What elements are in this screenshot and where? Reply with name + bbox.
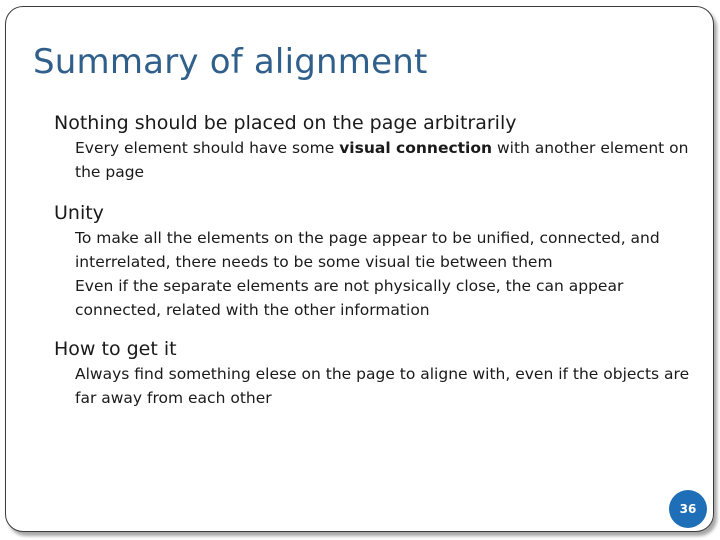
spacer — [36, 322, 696, 336]
bullet-heading: How to get it — [54, 338, 177, 360]
text-run: Every element should have some — [75, 139, 340, 157]
bullet-text: Even if the separate elements are not physically close, the can appear connected, related with the other information — [75, 277, 624, 319]
bullet-heading: Nothing should be placed on the page arbitrarily — [54, 112, 517, 134]
emphasis-text: visual connection — [339, 139, 493, 157]
bullet-level1 — [36, 200, 696, 226]
bullet-text: To make all the elements on the page appear to be unified, connected, and interrelated, there needs to be some visual tie between them — [75, 229, 660, 271]
spacer — [36, 184, 696, 200]
bullet-heading: Unity — [54, 202, 104, 224]
bullet-level1 — [36, 336, 696, 362]
bullet-text: Always find something elese on the page to aligne with, even if the objects are far away from each other — [75, 365, 690, 407]
bullet-level2 — [57, 274, 696, 322]
bullet-level2 — [57, 136, 696, 184]
bullet-level1 — [36, 110, 696, 136]
text-run: with another element on the page — [75, 139, 689, 181]
slide-title: Summary of alignment — [33, 42, 428, 82]
bullet-level2 — [57, 362, 696, 410]
bullet-text — [75, 136, 696, 184]
page-number-badge: 36 — [669, 490, 707, 528]
bullet-level2 — [57, 226, 696, 274]
slide-content — [36, 110, 696, 410]
